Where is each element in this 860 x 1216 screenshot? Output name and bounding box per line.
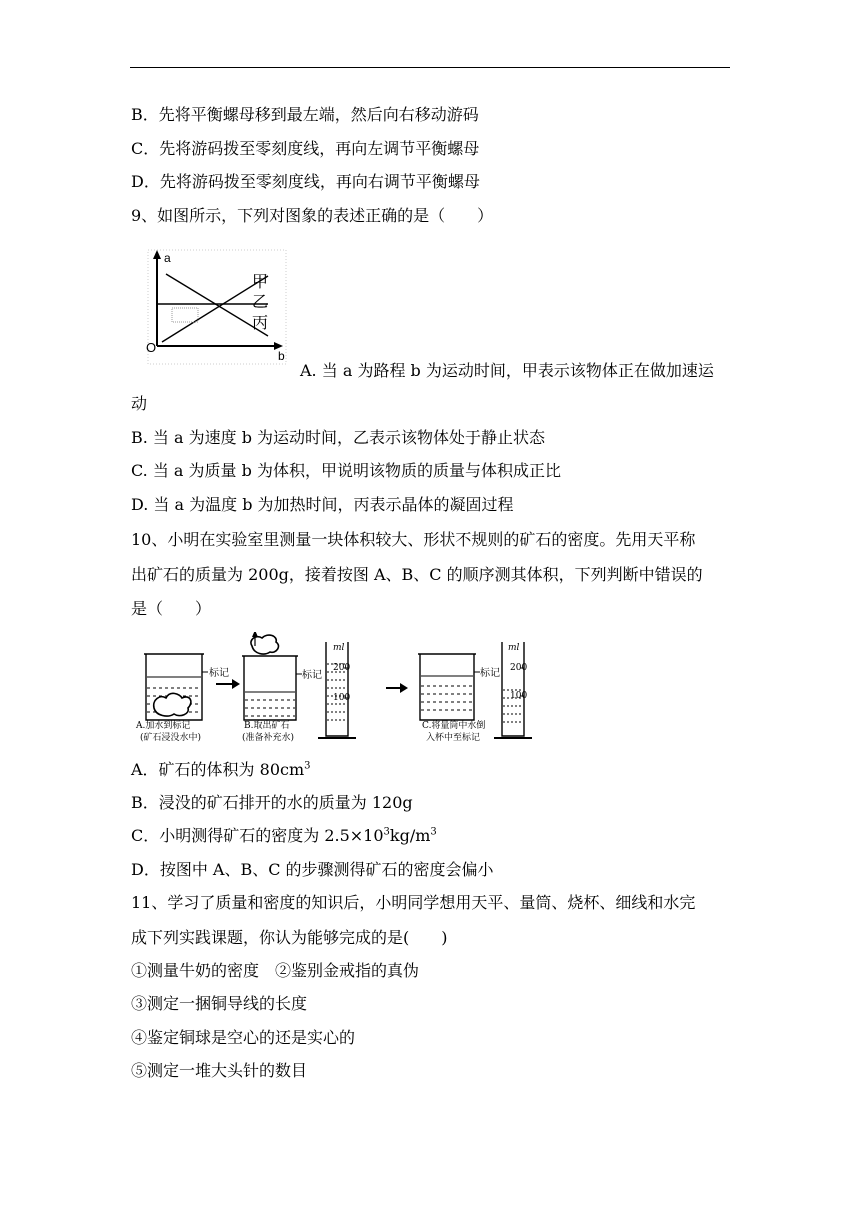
q10-option-a: A．矿石的体积为 $80cm^3$ (131, 760, 311, 779)
graduated-cylinder-1 (318, 642, 356, 738)
axis-label-b: b (278, 349, 285, 363)
q9-stem: 9、如图所示，下列对图象的表述正确的是（ ） (131, 206, 494, 225)
q9-option-d: D. 当 a 为温度 b 为加热时间，丙表示晶体的凝固过程 (131, 495, 514, 514)
q8-option-d: D．先将游码拨至零刻度线，再向右调节平衡螺母 (131, 172, 480, 191)
cylinder-1-200: 200 (333, 663, 351, 673)
arrow-right-icon (386, 683, 408, 693)
cylinder-1-100: 100 (333, 693, 351, 703)
q10-option-c: C．小明测得矿石的密度为 $2.5\times 10^3kg/m^3$ (131, 826, 437, 845)
caption-b-line2: (准备补充水) (242, 733, 295, 743)
cylinder-2-unit: ml (508, 643, 520, 653)
q9-graph (144, 246, 290, 368)
q10-option-b: B．浸没的矿石排开的水的质量为 120g (131, 793, 413, 812)
q10-option-d: D．按图中 A、B、C 的步骤测得矿石的密度会偏小 (131, 860, 494, 879)
axis-label-a: a (164, 251, 171, 265)
mark-label-b: 标记 (302, 670, 322, 681)
q9-option-a-continued: 动 (131, 394, 148, 413)
arrow-right-icon (216, 679, 240, 689)
beaker-a (144, 654, 229, 720)
cylinder-1-unit: ml (333, 643, 345, 653)
q9-option-b: B. 当 a 为速度 b 为运动时间，乙表示该物体处于静止状态 (131, 428, 546, 447)
mark-label-c: 标记 (480, 668, 500, 679)
label-bing: 丙 (252, 313, 269, 332)
q8-option-b: B．先将平衡螺母移到最左端，然后向右移动游码 (131, 105, 479, 124)
caption-a-line1: A.加水到标记 (136, 721, 191, 731)
beaker-b (242, 632, 322, 720)
q9-option-a: A. 当 a 为路程 b 为运动时间，甲表示该物体正在做加速运 (300, 361, 714, 380)
q11-item-5: ⑤测定一堆大头针的数目 (131, 1061, 308, 1080)
q11-item-4: ④鉴定铜球是空心的还是实心的 (131, 1028, 356, 1047)
caption-a-line2: (矿石浸没水中) (140, 733, 202, 743)
cylinder-2-200: 200 (510, 663, 528, 673)
mark-label-a: 标记 (209, 668, 229, 679)
caption-b-line1: B.取出矿石 (244, 721, 290, 731)
header-rule (130, 67, 730, 68)
ore-stone (154, 693, 191, 716)
q11-item-3: ③测定一捆铜导线的长度 (131, 994, 308, 1013)
q10-stem-line2: 出矿石的质量为 200g，接着按图 A、B、C 的顺序测其体积，下列判断中错误的 (131, 565, 703, 584)
q10-stem-line1: 10、小明在实验室里测量一块体积较大、形状不规则的矿石的密度。先用天平称 (131, 530, 696, 549)
q11-stem-line2: 成下列实践课题，你认为能够完成的是( ) (131, 928, 448, 947)
label-jia: 甲 (252, 272, 269, 291)
caption-c-line1: C.将量筒中水倒 (422, 721, 486, 731)
graduated-cylinder-2 (494, 642, 532, 738)
q10-stem-line3: 是（ ） (131, 599, 212, 618)
caption-c-line2: 入杯中至标记 (426, 733, 481, 743)
q9-option-c: C. 当 a 为质量 b 为体积，甲说明该物质的质量与体积成正比 (131, 461, 561, 480)
origin-label: O (146, 340, 157, 355)
q11-stem-line1: 11、学习了质量和密度的知识后，小明同学想用天平、量筒、烧杯、细线和水完 (131, 893, 696, 912)
label-yi: 乙 (252, 292, 269, 311)
q10-figure (130, 632, 552, 746)
cylinder-2-100: 100 (510, 691, 528, 701)
q11-item-1-2: ①测量牛奶的密度 ②鉴别金戒指的真伪 (131, 961, 420, 980)
beaker-c (418, 654, 500, 720)
q8-option-c: C．先将游码拨至零刻度线，再向左调节平衡螺母 (131, 139, 480, 158)
